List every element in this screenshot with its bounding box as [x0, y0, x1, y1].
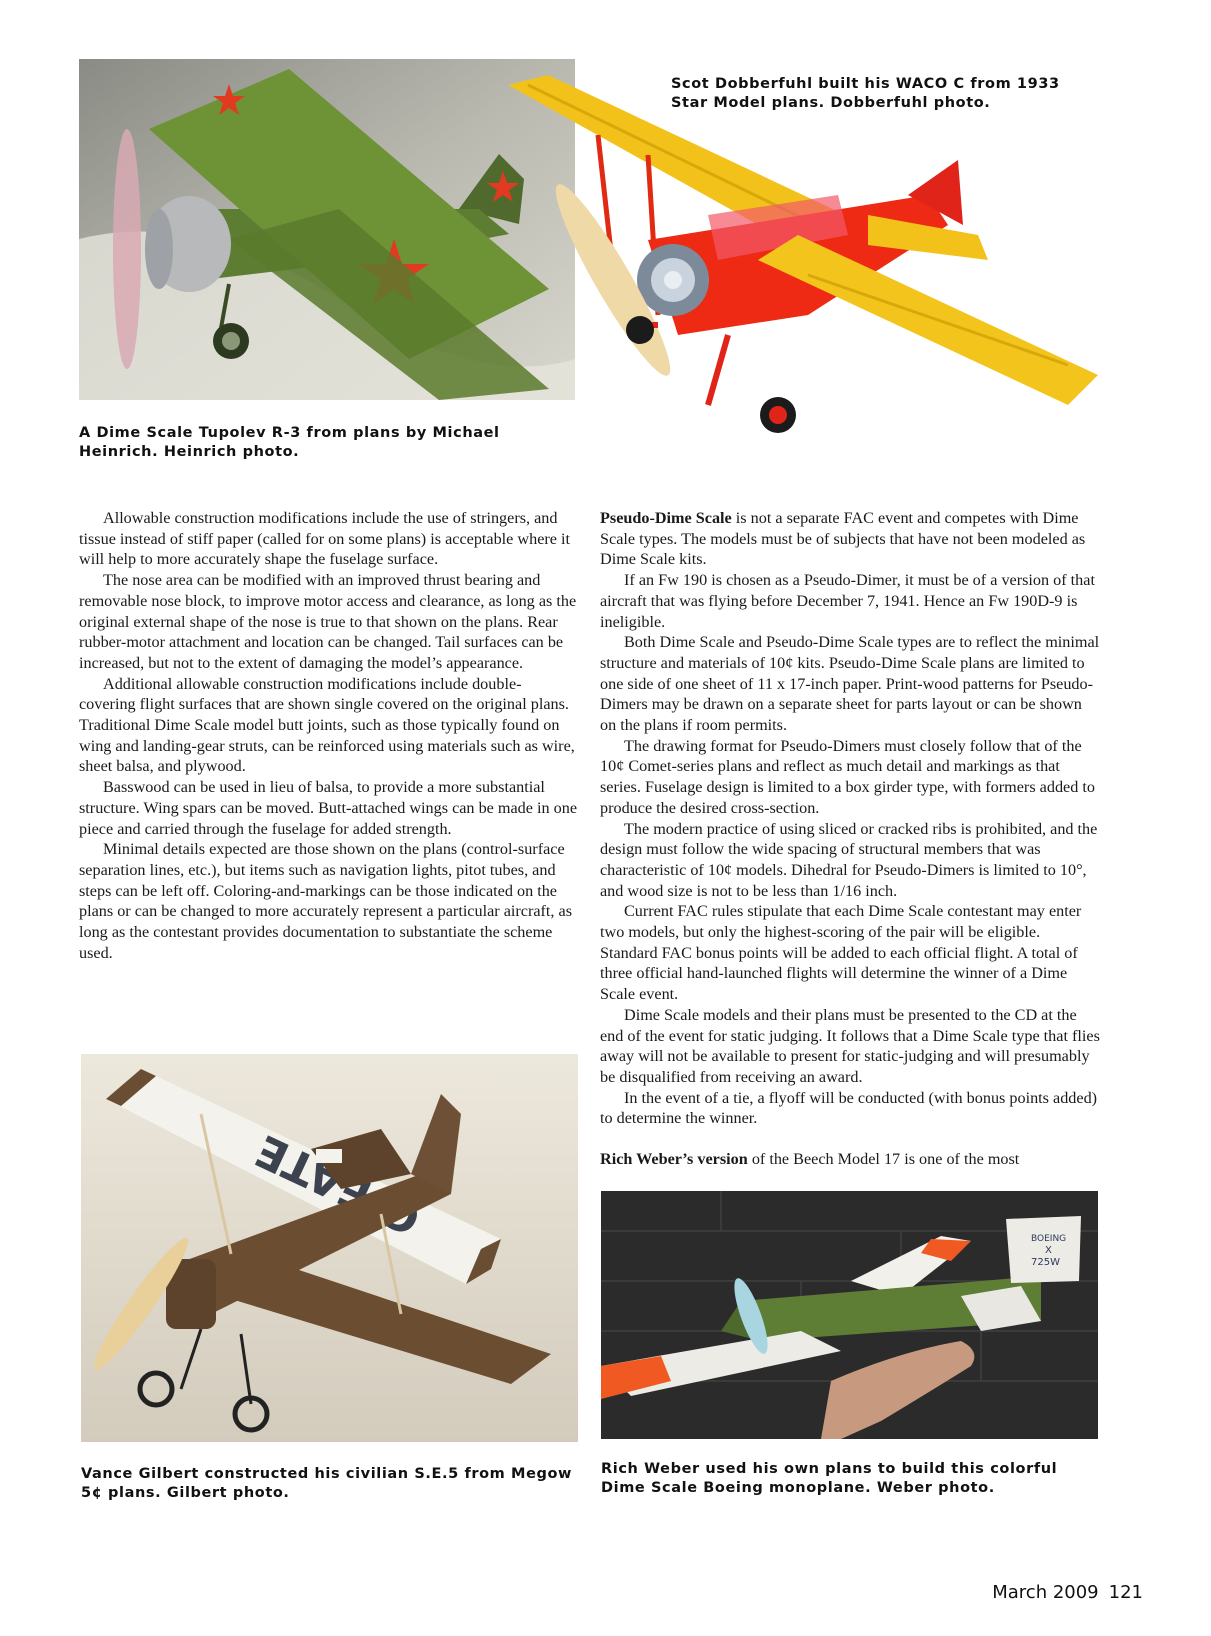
section-lead-weber: Rich Weber’s version [600, 1150, 748, 1169]
left-paragraph: The nose area can be modified with an improved thrust bearing and removable nose block, to improve motor access and clearance, as long as the original external shape of the nose is true to that shown on the plans. Rear rubber-motor attachment and location can be changed. Tail surfaces can be increased, but not to the extent of damaging the model’s appearance. [79, 571, 577, 672]
right-paragraph: In the event of a tie, a flyoff will be conducted (with bonus points added) to determine the winner. [600, 1088, 1098, 1128]
right-paragraph: The modern practice of using sliced or cracked ribs is prohibited, and the design must follow the wide spacing of structural members that was characteristic of 10¢ models. Dihedral for Pseudo-Dimers is limited to 10°, and wood size is not to be less than 1/16 inch. [600, 819, 1098, 900]
right-paragraph: The drawing format for Pseudo-Dimers must closely follow that of the 10¢ Comet-series plans and reflect as much detail and markings as that series. Fuselage design is limited to a box girder type, with formers added to produce the desired cross-section. [600, 736, 1095, 817]
page-number: 121 [1108, 1582, 1143, 1603]
left-paragraph: Additional allowable construction modifications include double-covering flight surfaces that are shown single covered on the original plans. Traditional Dime Scale model butt joints, such as those typically found on wing and landing-gear struts, can be reinforced using materials such as wire, sheet balsa, and plywood. [79, 674, 575, 776]
right-paragraph: Dime Scale models and their plans must be presented to the CD at the end of the event for static judging. It follows that a Dime Scale type that flies away will not be available to present for static-judging and will presumably be disqualified from receiving an award. [600, 1005, 1100, 1086]
issue-date: March 2009 [992, 1582, 1099, 1603]
left-paragraph: Minimal details expected are those shown on the plans (control-surface separation lines, etc.), but items such as navigation lights, pitot tubes, and steps can be left off. Coloring-and-markings can be those indicated on the plans or can be changed to more accurately represent a particular aircraft, as long as the contestant provides documentation to substantiate the scheme used. [79, 840, 573, 962]
right-paragraph-intro [600, 508, 1100, 570]
right-column [600, 508, 1100, 1170]
caption-se5: Vance Gilbert constructed his civilian S.E.5 from Megow 5¢ plans. Gilbert photo. [81, 1466, 573, 1501]
right-paragraph-weber-text: of the Beech Model 17 is one of the most [747, 1150, 1020, 1169]
tail-marking-x: X [1045, 1245, 1052, 1256]
right-paragraph: Both Dime Scale and Pseudo-Dime Scale types are to reflect the minimal structure and materials of 10¢ kits. Pseudo-Dime Scale plans are limited to one side of one sheet of 11 x 17-inch paper. Print-wood patterns for Pseudo-Dimers may be drawn on a separate sheet for parts layout or can be shown on the plans if room permits. [600, 633, 1100, 735]
right-paragraph: Current FAC rules stipulate that each Dime Scale contestant may enter two models, but only the highest-scoring of the pair will be eligible. Standard FAC bonus points will be added to each official flight. A total of three official hand-launched flights will determine the winner of a Dime Scale event. [600, 902, 1082, 1004]
photo-tupolev-r3 [79, 59, 575, 400]
right-paragraph-intro-text: is not a separate FAC event and competes with Dime Scale types. The models must be of subjects that have not been modeled as Dime Scale kits. [600, 509, 1086, 569]
caption-boeing: Rich Weber used his own plans to build this colorful Dime Scale Boeing monoplane. Weber photo. [601, 1461, 1058, 1496]
section-lead-pseudo-dime: Pseudo-Dime Scale [600, 509, 732, 527]
photo-se5 [81, 1054, 578, 1442]
right-paragraph: If an Fw 190 is chosen as a Pseudo-Dimer, it must be of a version of that aircraft that was flying before December 7, 1941. Hence an Fw 190D-9 is ineligible. [600, 571, 1095, 631]
left-paragraph: Allowable construction modifications include the use of stringers, and tissue instead of stiff paper (called for on some plans) is acceptable where it will help to more accurately shape the fuselage surface. [79, 509, 570, 569]
left-paragraph: Basswood can be used in lieu of balsa, to provide a more substantial structure. Wing spars can be moved. Butt-attached wings can be made in one piece and carried through the fuselage for added strength. [79, 778, 578, 838]
left-column [79, 508, 577, 963]
caption-tupolev: A Dime Scale Tupolev R-3 from plans by Michael Heinrich. Heinrich photo. [79, 425, 500, 460]
photo-waco-c [508, 75, 1108, 440]
right-paragraph-weber [600, 1149, 1100, 1170]
page-footer [992, 1582, 1143, 1603]
photo-boeing-monoplane [601, 1191, 1098, 1439]
tail-marking-registration: 725W [1031, 1257, 1060, 1268]
tail-marking-boeing: BOEING [1031, 1234, 1067, 1244]
caption-waco: Scot Dobberfuhl built his WACO C from 1933 Star Model plans. Dobberfuhl photo. [671, 76, 1060, 111]
